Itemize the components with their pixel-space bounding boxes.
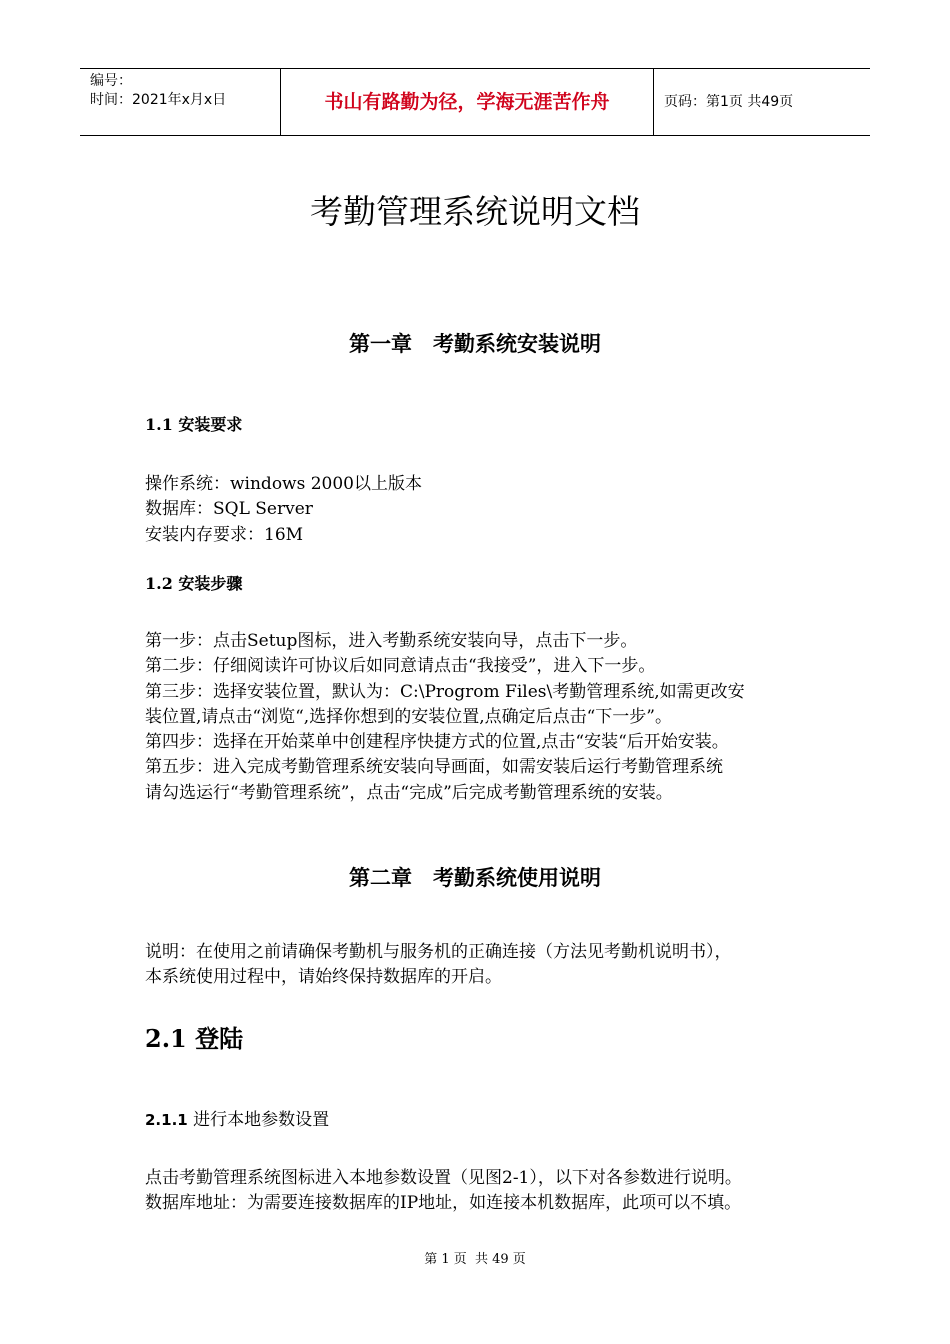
section-title: 进行本地参数设置 — [193, 1110, 330, 1130]
section-2-1-heading: 2.1 登陆 — [145, 1024, 244, 1053]
paragraph-line: 装位置,请点击“浏览“,选择你想到的安装位置,点确定后点击“下一步”。 — [145, 706, 672, 727]
serial-label: 编号： — [90, 73, 132, 89]
paragraph-line: 本系统使用过程中，请始终保持数据库的开启。 — [145, 967, 502, 988]
page-footer: 第 1 页 共 49 页 — [424, 1252, 526, 1267]
paragraph-line: 安装内存要求：16M — [145, 524, 304, 545]
paragraph-line: 说明：在使用之前请确保考勤机与服务机的正确连接（方法见考勤机说明书）， — [145, 942, 732, 962]
header-meta — [80, 69, 281, 135]
header-motto: 书山有路勤为径，学海无涯苦作舟 — [281, 69, 654, 135]
paragraph-line: 请勾选运行“考勤管理系统”，点击“完成”后完成考勤管理系统的安装。 — [145, 782, 673, 803]
section-number: 2.1.1 — [145, 1111, 188, 1129]
paragraph-line: 操作系统：windows 2000以上版本 — [145, 474, 422, 494]
section-2-1-1-heading — [145, 1105, 329, 1130]
section-1-1-heading: 1.1 安装要求 — [145, 415, 243, 434]
paragraph-line: 第三步：选择安装位置，默认为：C:\Progrom Files\考勤管理系统,如需更改安 — [145, 681, 745, 702]
chapter-2-intro — [145, 940, 835, 991]
section-1-2-body — [145, 629, 835, 806]
section-1-1-body — [145, 472, 835, 548]
time-label: 时间：2021年x月x日 — [90, 92, 227, 108]
document-title: 考勤管理系统说明文档 — [310, 192, 640, 231]
section-2-1-1-body — [145, 1166, 835, 1217]
paragraph-line: 点击考勤管理系统图标进入本地参数设置（见图2-1），以下对各参数进行说明。 — [145, 1168, 742, 1188]
chapter-2-title: 第二章 考勤系统使用说明 — [349, 866, 601, 890]
paragraph-line: 第四步：选择在开始菜单中创建程序快捷方式的位置,点击“安装“后开始安装。 — [145, 732, 729, 753]
chapter-1-title: 第一章 考勤系统安装说明 — [349, 332, 601, 356]
paragraph-line: 数据库：SQL Server — [145, 499, 313, 520]
header-page-info: 页码：第1页 共49页 — [664, 94, 794, 110]
paragraph-line: 第二步：仔细阅读许可协议后如同意请点击“我接受”，进入下一步。 — [145, 656, 656, 677]
paragraph-line: 第五步：进入完成考勤管理系统安装向导画面，如需安装后运行考勤管理系统 — [145, 757, 723, 778]
page-header — [80, 68, 870, 136]
paragraph-line: 第一步：点击Setup图标，进入考勤系统安装向导，点击下一步。 — [145, 631, 638, 651]
paragraph-line: 数据库地址：为需要连接数据库的IP地址，如连接本机数据库，此项可以不填。 — [145, 1193, 742, 1214]
section-1-2-heading: 1.2 安装步骤 — [145, 574, 243, 593]
